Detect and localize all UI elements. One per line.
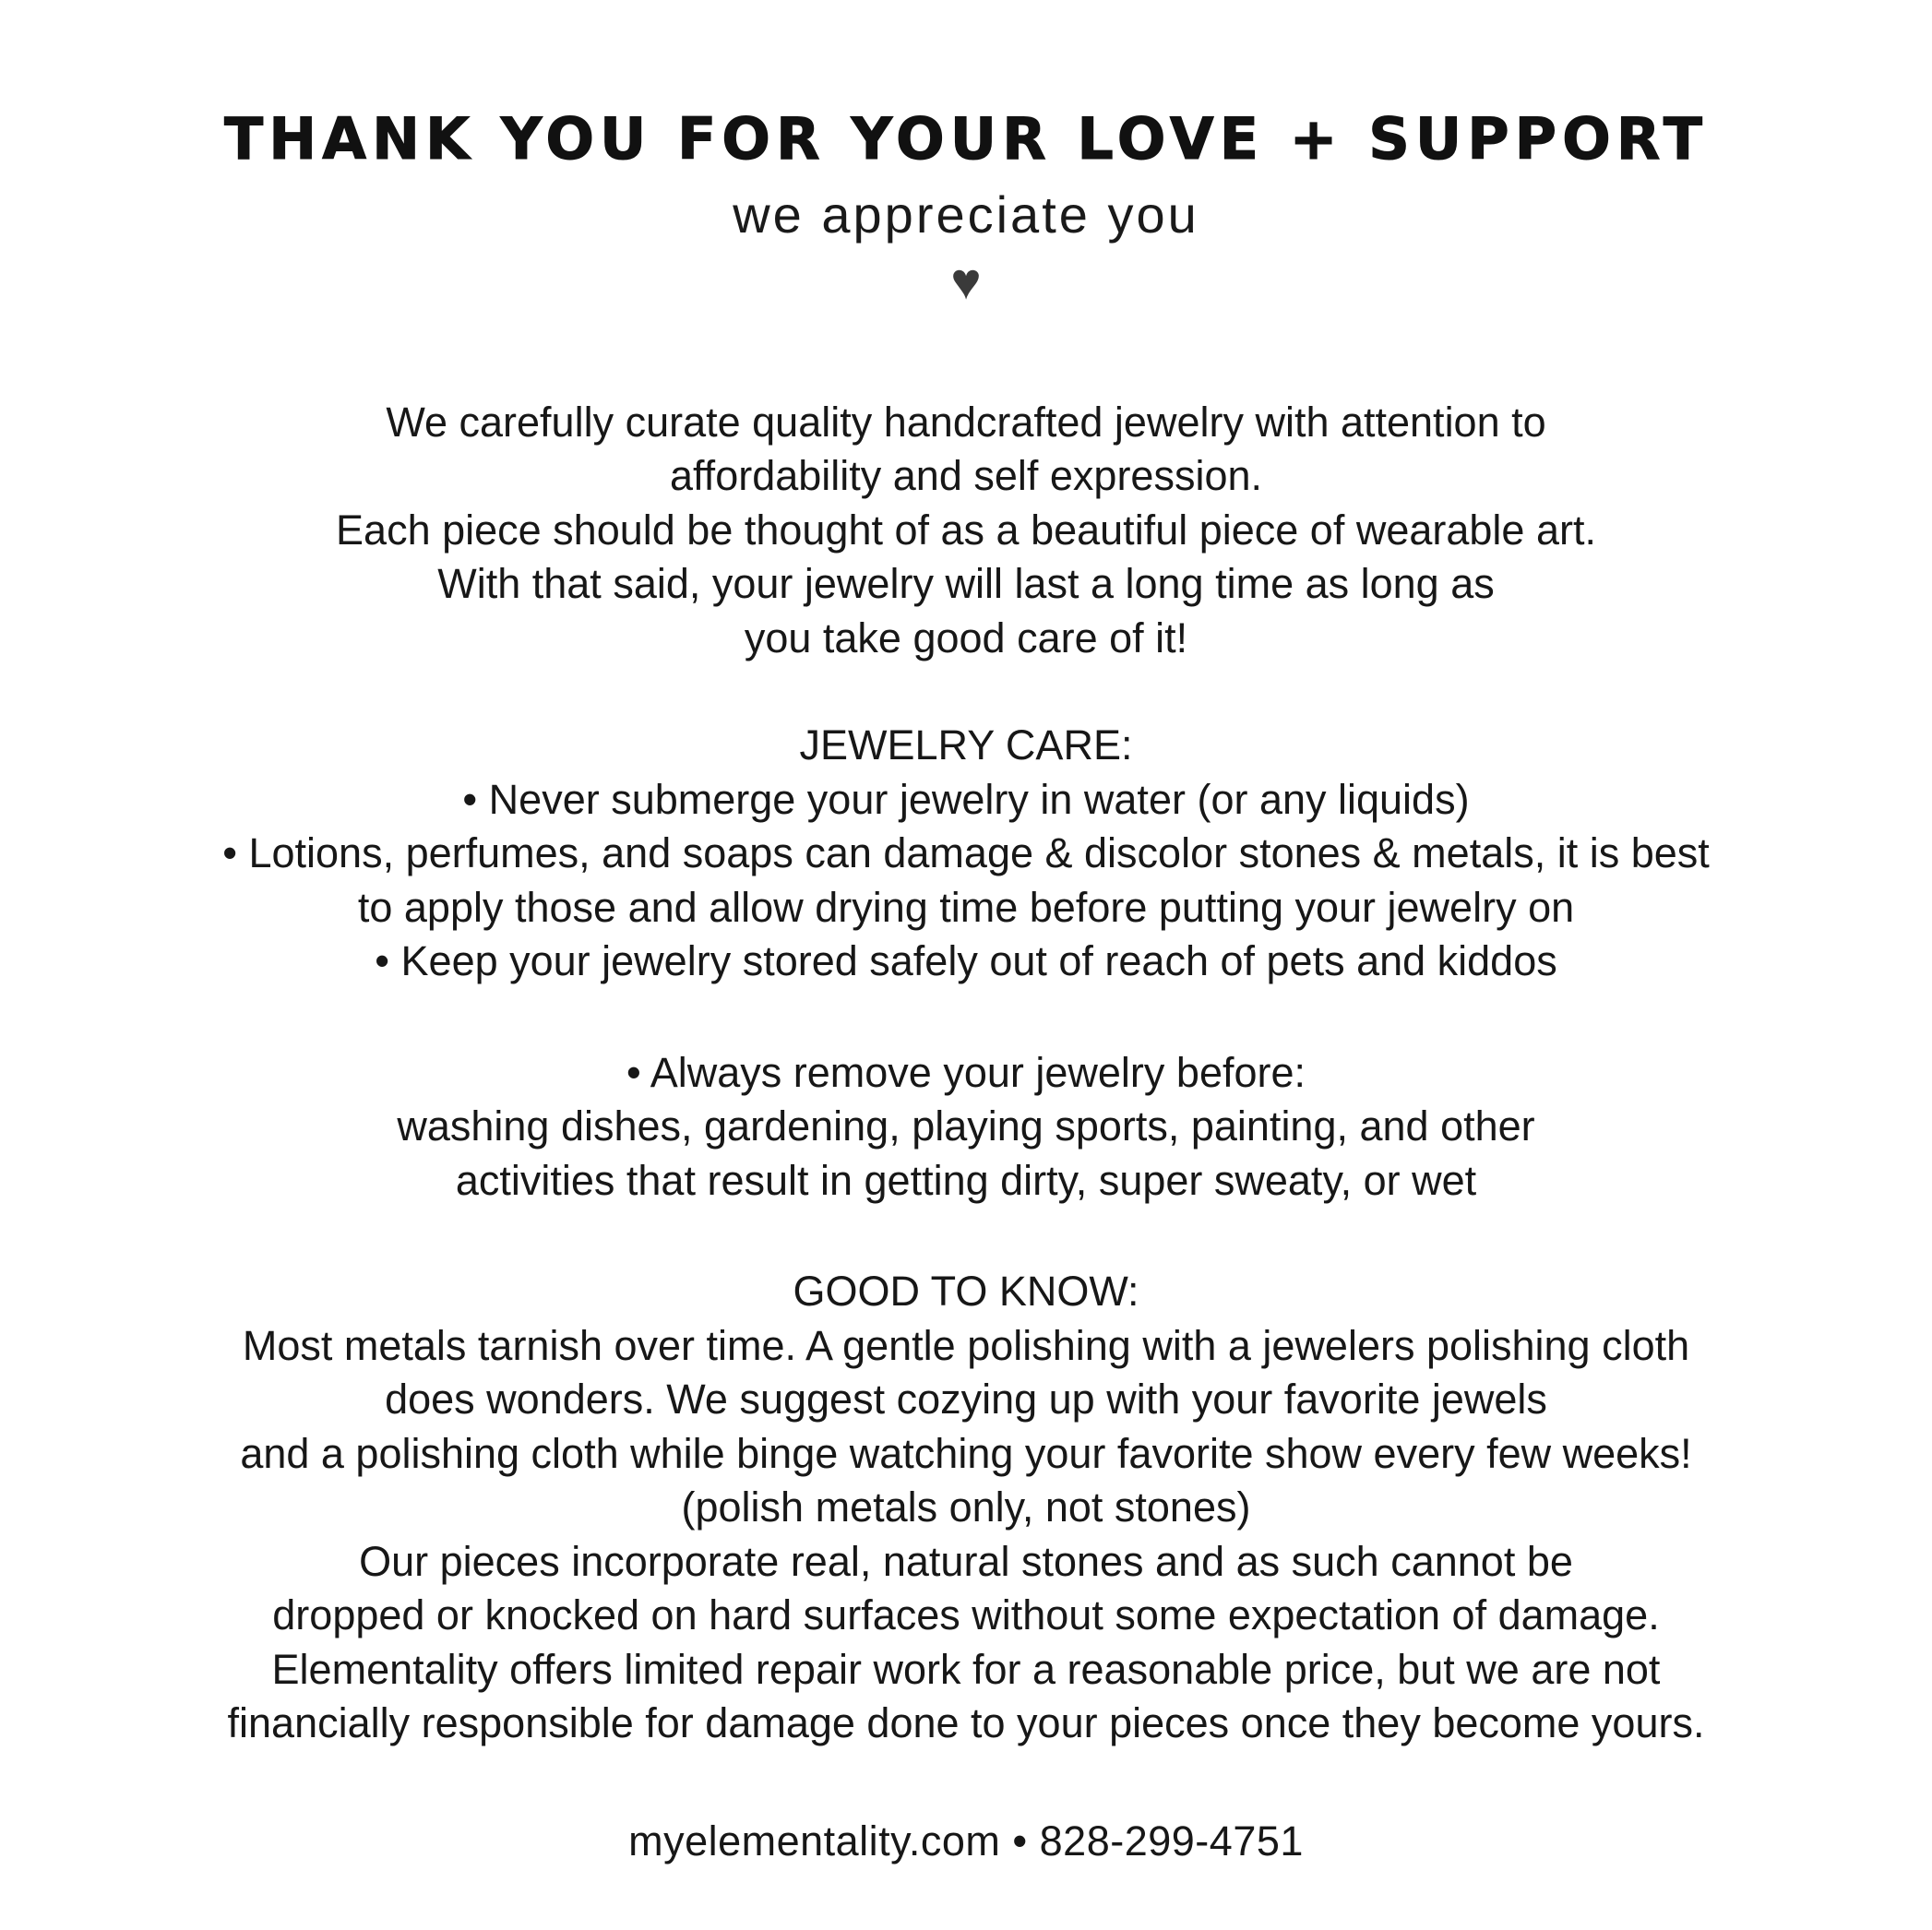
good-to-know-line: does wonders. We suggest cozying up with your favorite jewels <box>385 1376 1547 1424</box>
good-to-know-line: Our pieces incorporate real, natural stones and as such cannot be <box>359 1537 1573 1585</box>
intro-line: you take good care of it! <box>744 614 1188 661</box>
intro-line: affordability and self expression. <box>669 452 1263 500</box>
good-to-know-section <box>83 1265 1849 1751</box>
jewelry-care-line: • Lotions, perfumes, and soaps can damage & discolor stones & metals, it is best <box>222 829 1710 877</box>
jewelry-care-line: • Never submerge your jewelry in water (or any liquids) <box>462 775 1470 823</box>
jewelry-care-line: to apply those and allow drying time before putting your jewelry on <box>357 883 1575 931</box>
page-subtitle: we appreciate you <box>733 185 1199 244</box>
remove-before-section <box>83 1046 1849 1209</box>
card-body <box>83 396 1849 1751</box>
page-title: THANK YOU FOR YOUR LOVE + SUPPORT <box>223 105 1709 173</box>
website-link[interactable]: myelementality.com <box>628 1817 1001 1864</box>
intro-line: With that said, your jewelry will last a long time as long as <box>437 560 1495 608</box>
spacer <box>83 665 1849 719</box>
good-to-know-line: (polish metals only, not stones) <box>681 1483 1251 1531</box>
jewelry-care-line: • Keep your jewelry stored safely out of reach of pets and kiddos <box>375 937 1557 985</box>
good-to-know-line: Elementality offers limited repair work for a reasonable price, but we are not <box>271 1645 1661 1693</box>
intro-paragraph <box>83 396 1849 666</box>
heart-icon: ♥ <box>950 251 982 310</box>
good-to-know-line: and a polishing cloth while binge watching your favorite show every few weeks! <box>240 1429 1692 1477</box>
good-to-know-heading: GOOD TO KNOW: <box>793 1268 1139 1316</box>
remove-before-line: washing dishes, gardening, playing sports, painting, and other <box>397 1102 1535 1150</box>
good-to-know-line: Most metals tarnish over time. A gentle polishing with a jewelers polishing cloth <box>242 1321 1690 1369</box>
jewelry-care-heading: JEWELRY CARE: <box>799 721 1133 769</box>
remove-before-line: • Always remove your jewelry before: <box>626 1048 1306 1096</box>
footer-contact <box>628 1817 1304 1865</box>
spacer <box>83 1208 1849 1265</box>
jewelry-care-section <box>83 719 1849 989</box>
footer-separator: • <box>1012 1817 1028 1864</box>
intro-line: Each piece should be thought of as a beautiful piece of wearable art. <box>336 506 1596 554</box>
good-to-know-line: financially responsible for damage done to your pieces once they become yours. <box>227 1699 1705 1747</box>
spacer <box>83 989 1849 1046</box>
remove-before-line: activities that result in getting dirty, super sweaty, or wet <box>455 1156 1477 1204</box>
intro-line: We carefully curate quality handcrafted jewelry with attention to <box>386 398 1546 446</box>
phone-number[interactable]: 828-299-4751 <box>1039 1817 1304 1864</box>
good-to-know-line: dropped or knocked on hard surfaces without some expectation of damage. <box>272 1591 1660 1639</box>
